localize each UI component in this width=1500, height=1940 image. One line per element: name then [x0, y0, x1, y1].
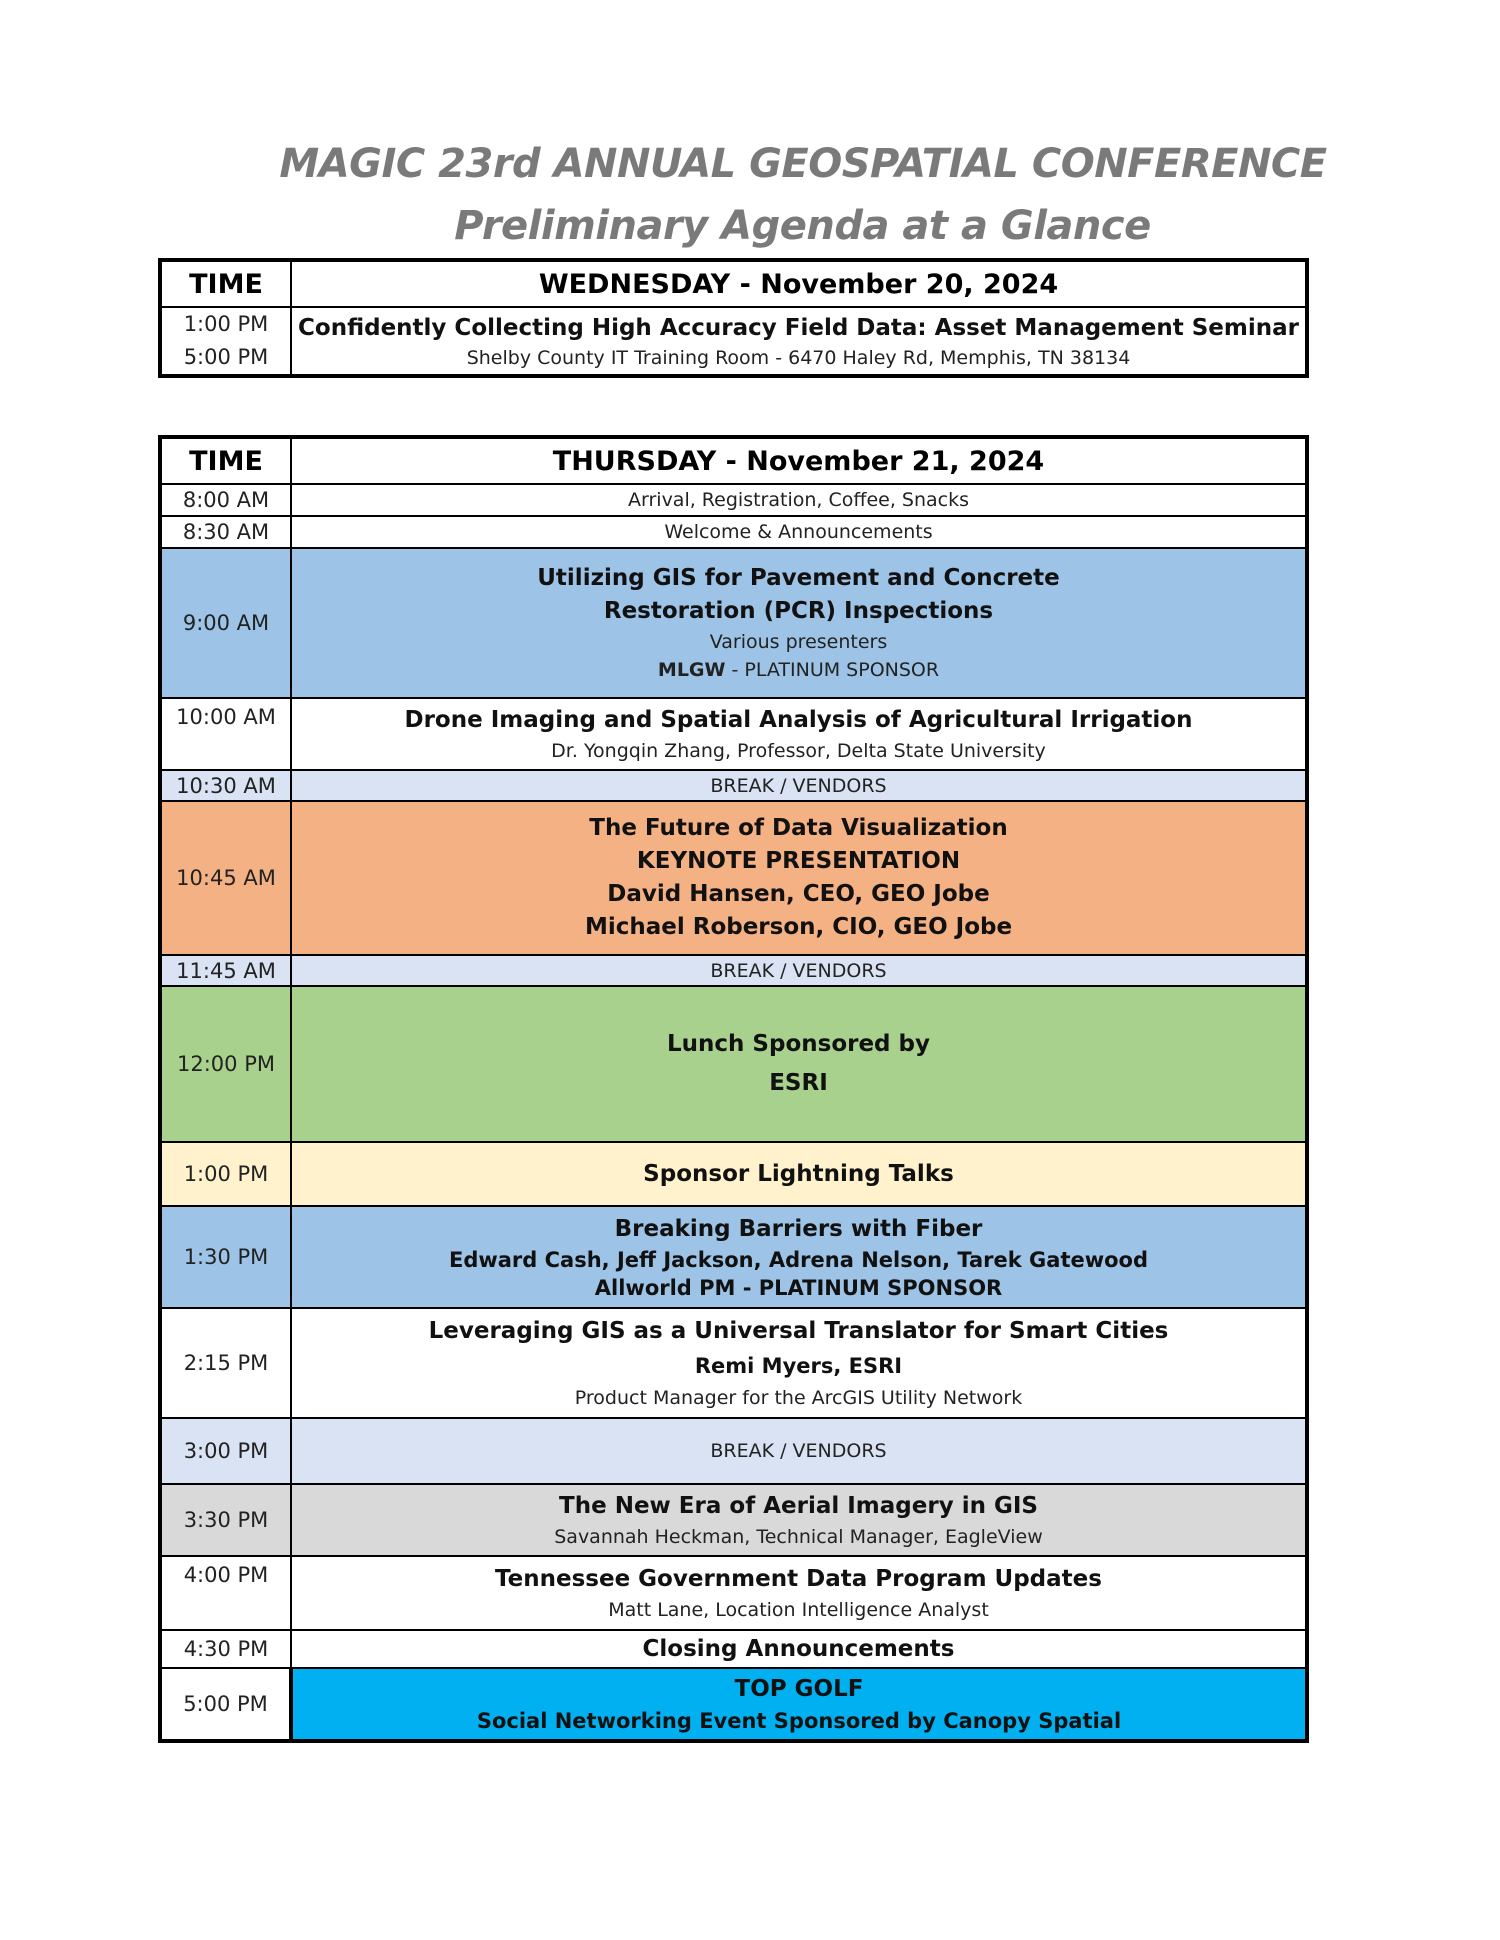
session-title: Leveraging GIS as a Universal Translator for Smart Cities	[428, 1317, 1169, 1344]
session-time: 3:00 PM	[160, 1418, 291, 1484]
session-cell	[291, 548, 1307, 698]
session-title: Tennessee Government Data Program Updates	[495, 1565, 1102, 1592]
presenter: Remi Myers, ESRI	[694, 1353, 903, 1378]
table-row	[160, 698, 1307, 770]
presenter: Savannah Heckman, Technical Manager, EagleView	[554, 1525, 1043, 1548]
session-location: Shelby County IT Training Room - 6470 Haley Rd, Memphis, TN 38134	[466, 346, 1131, 369]
thursday-header-row	[160, 437, 1307, 484]
session-title: Sponsor Lightning Talks	[643, 1160, 954, 1187]
table-row	[160, 1206, 1307, 1308]
table-row	[160, 1418, 1307, 1484]
session-time: 12:00 PM	[160, 986, 291, 1142]
start-time: 1:00 PM	[183, 312, 269, 336]
session-cell	[291, 1418, 1307, 1484]
session-cell	[291, 484, 1307, 516]
table-row	[160, 986, 1307, 1142]
session-type: KEYNOTE PRESENTATION	[636, 848, 961, 874]
presenter-role: Product Manager for the ArcGIS Utility Network	[574, 1386, 1023, 1409]
session-cell	[291, 1484, 1307, 1556]
session-title: The Future of Data Visualization	[589, 815, 1008, 841]
table-row	[160, 1308, 1307, 1418]
table-row	[160, 1142, 1307, 1206]
break-label: BREAK / VENDORS	[710, 959, 887, 982]
session-time: 3:30 PM	[160, 1484, 291, 1556]
session-time: 8:00 AM	[160, 484, 291, 516]
session-time: 11:45 AM	[160, 955, 291, 986]
session-cell	[291, 516, 1307, 548]
table-row	[160, 548, 1307, 698]
session-time: 10:30 AM	[160, 770, 291, 801]
break-label: BREAK / VENDORS	[710, 1440, 887, 1462]
session-cell	[291, 955, 1307, 986]
session-time: 4:30 PM	[160, 1630, 291, 1668]
sponsor-level: - PLATINUM SPONSOR	[725, 659, 940, 681]
wednesday-header-row	[160, 260, 1307, 307]
table-row	[160, 770, 1307, 801]
table-row	[160, 1484, 1307, 1556]
break-label: BREAK / VENDORS	[710, 774, 887, 797]
session-cell	[291, 1556, 1307, 1630]
table-row	[160, 1630, 1307, 1668]
session-title: Drone Imaging and Spatial Analysis of Agricultural Irrigation	[404, 706, 1193, 733]
session-time: 9:00 AM	[160, 548, 291, 698]
session-cell	[291, 307, 1307, 376]
session-cell	[291, 1206, 1307, 1308]
session-title: TOP GOLF	[734, 1675, 864, 1702]
session-cell	[291, 1142, 1307, 1206]
presenters: Dr. Yongqin Zhang, Professor, Delta State University	[551, 739, 1046, 762]
session-cell	[291, 1308, 1307, 1418]
session-time: 10:00 AM	[160, 698, 291, 770]
sponsor-name: MLGW	[657, 659, 726, 681]
session-time: 4:00 PM	[160, 1556, 291, 1630]
table-row	[160, 307, 1307, 376]
session-title: Restoration (PCR) Inspections	[603, 598, 994, 624]
table-row	[160, 484, 1307, 516]
table-row	[160, 801, 1307, 955]
session-cell	[291, 801, 1307, 955]
session-title: Utilizing GIS for Pavement and Concrete	[537, 565, 1060, 591]
session-title: Welcome & Announcements	[664, 521, 933, 543]
session-title: Lunch Sponsored by	[667, 1031, 930, 1057]
wednesday-day-header: WEDNESDAY - November 20, 2024	[291, 260, 1307, 307]
session-description: Social Networking Event Sponsored by Canopy Spatial	[476, 1708, 1122, 1733]
session-time: 1:30 PM	[160, 1206, 291, 1308]
session-time: 10:45 AM	[160, 801, 291, 955]
session-title: Confidently Collecting High Accuracy Field Data: Asset Management Seminar	[298, 314, 1299, 341]
session-title: Closing Announcements	[642, 1635, 955, 1662]
session-cell	[291, 1630, 1307, 1668]
session-time: 8:30 AM	[160, 516, 291, 548]
session-cell	[291, 770, 1307, 801]
time-column-header: TIME	[160, 260, 291, 307]
session-time: 1:00 PM	[160, 1142, 291, 1206]
table-row	[160, 955, 1307, 986]
session-title: Arrival, Registration, Coffee, Snacks	[628, 489, 969, 511]
session-time	[160, 307, 291, 376]
table-row	[160, 1556, 1307, 1630]
presenters: Various presenters	[709, 631, 888, 653]
sponsor-line: Allworld PM - PLATINUM SPONSOR	[594, 1275, 1003, 1300]
sponsor-name: ESRI	[769, 1070, 828, 1096]
table-row	[160, 516, 1307, 548]
end-time: 5:00 PM	[183, 345, 269, 369]
session-time: 2:15 PM	[160, 1308, 291, 1418]
thursday-day-header: THURSDAY - November 21, 2024	[291, 437, 1307, 484]
session-title: The New Era of Aerial Imagery in GIS	[559, 1492, 1038, 1519]
agenda-subtitle: Preliminary Agenda at a Glance	[454, 203, 1151, 249]
wednesday-agenda-table	[158, 258, 1309, 378]
presenter: David Hansen, CEO, GEO Jobe	[607, 881, 990, 907]
conference-title: MAGIC 23rd ANNUAL GEOSPATIAL CONFERENCE	[279, 141, 1327, 187]
table-row	[160, 1668, 1307, 1741]
thursday-agenda-table	[158, 435, 1309, 1743]
presenter: Matt Lane, Location Intelligence Analyst	[608, 1598, 989, 1621]
presenter: Michael Roberson, CIO, GEO Jobe	[584, 914, 1013, 940]
presenters: Edward Cash, Jeff Jackson, Adrena Nelson, Tarek Gatewood	[448, 1247, 1149, 1272]
session-cell	[291, 698, 1307, 770]
time-column-header: TIME	[160, 437, 291, 484]
session-time: 5:00 PM	[160, 1668, 291, 1741]
session-cell	[291, 986, 1307, 1142]
sponsor-line	[292, 656, 1305, 684]
session-title: Breaking Barriers with Fiber	[614, 1215, 983, 1242]
session-cell	[291, 1668, 1307, 1741]
